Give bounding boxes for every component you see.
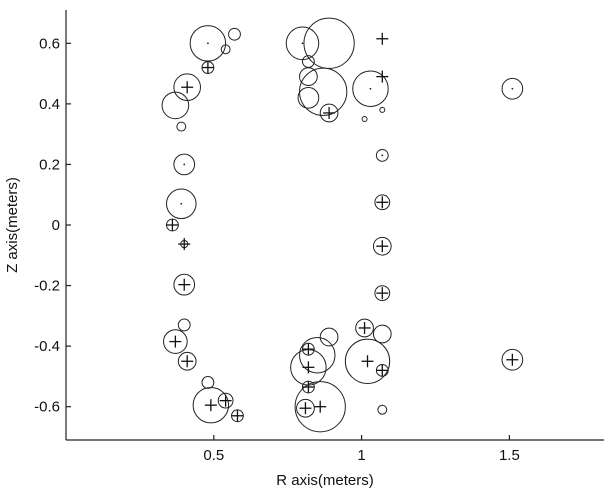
y-tick-label: 0.2 [39, 156, 60, 174]
data-circle [378, 405, 387, 414]
x-tick-label: 1.5 [498, 447, 520, 464]
data-dot [381, 154, 383, 156]
data-dot [180, 203, 182, 205]
data-circle [304, 18, 354, 68]
data-dot [183, 164, 185, 166]
data-circle [373, 325, 391, 343]
data-circle [177, 122, 186, 131]
x-axis-title: R axis(meters) [276, 472, 374, 489]
y-tick-label: -0.4 [34, 338, 60, 356]
data-dot [207, 42, 209, 44]
data-circle [362, 117, 367, 122]
data-circle [300, 68, 318, 86]
x-tick-label: 0.5 [203, 447, 225, 464]
data-circle [162, 92, 189, 119]
y-tick-label: -0.2 [34, 277, 60, 295]
data-dot [511, 88, 513, 90]
data-circle [320, 328, 338, 346]
x-tick-label: 1 [357, 447, 366, 464]
data-circle [202, 377, 214, 389]
y-tick-label: 0.4 [39, 95, 60, 113]
y-axis-title: Z axis(meters) [4, 177, 21, 273]
y-tick-label: 0 [51, 217, 60, 234]
data-circle [229, 28, 241, 40]
data-dot [370, 88, 372, 90]
data-circle [178, 319, 190, 331]
y-tick-label: 0.6 [39, 35, 60, 53]
data-circle [298, 87, 319, 108]
data-circle [380, 107, 385, 112]
y-tick-label: -0.6 [34, 398, 60, 416]
data-dot [302, 42, 304, 44]
